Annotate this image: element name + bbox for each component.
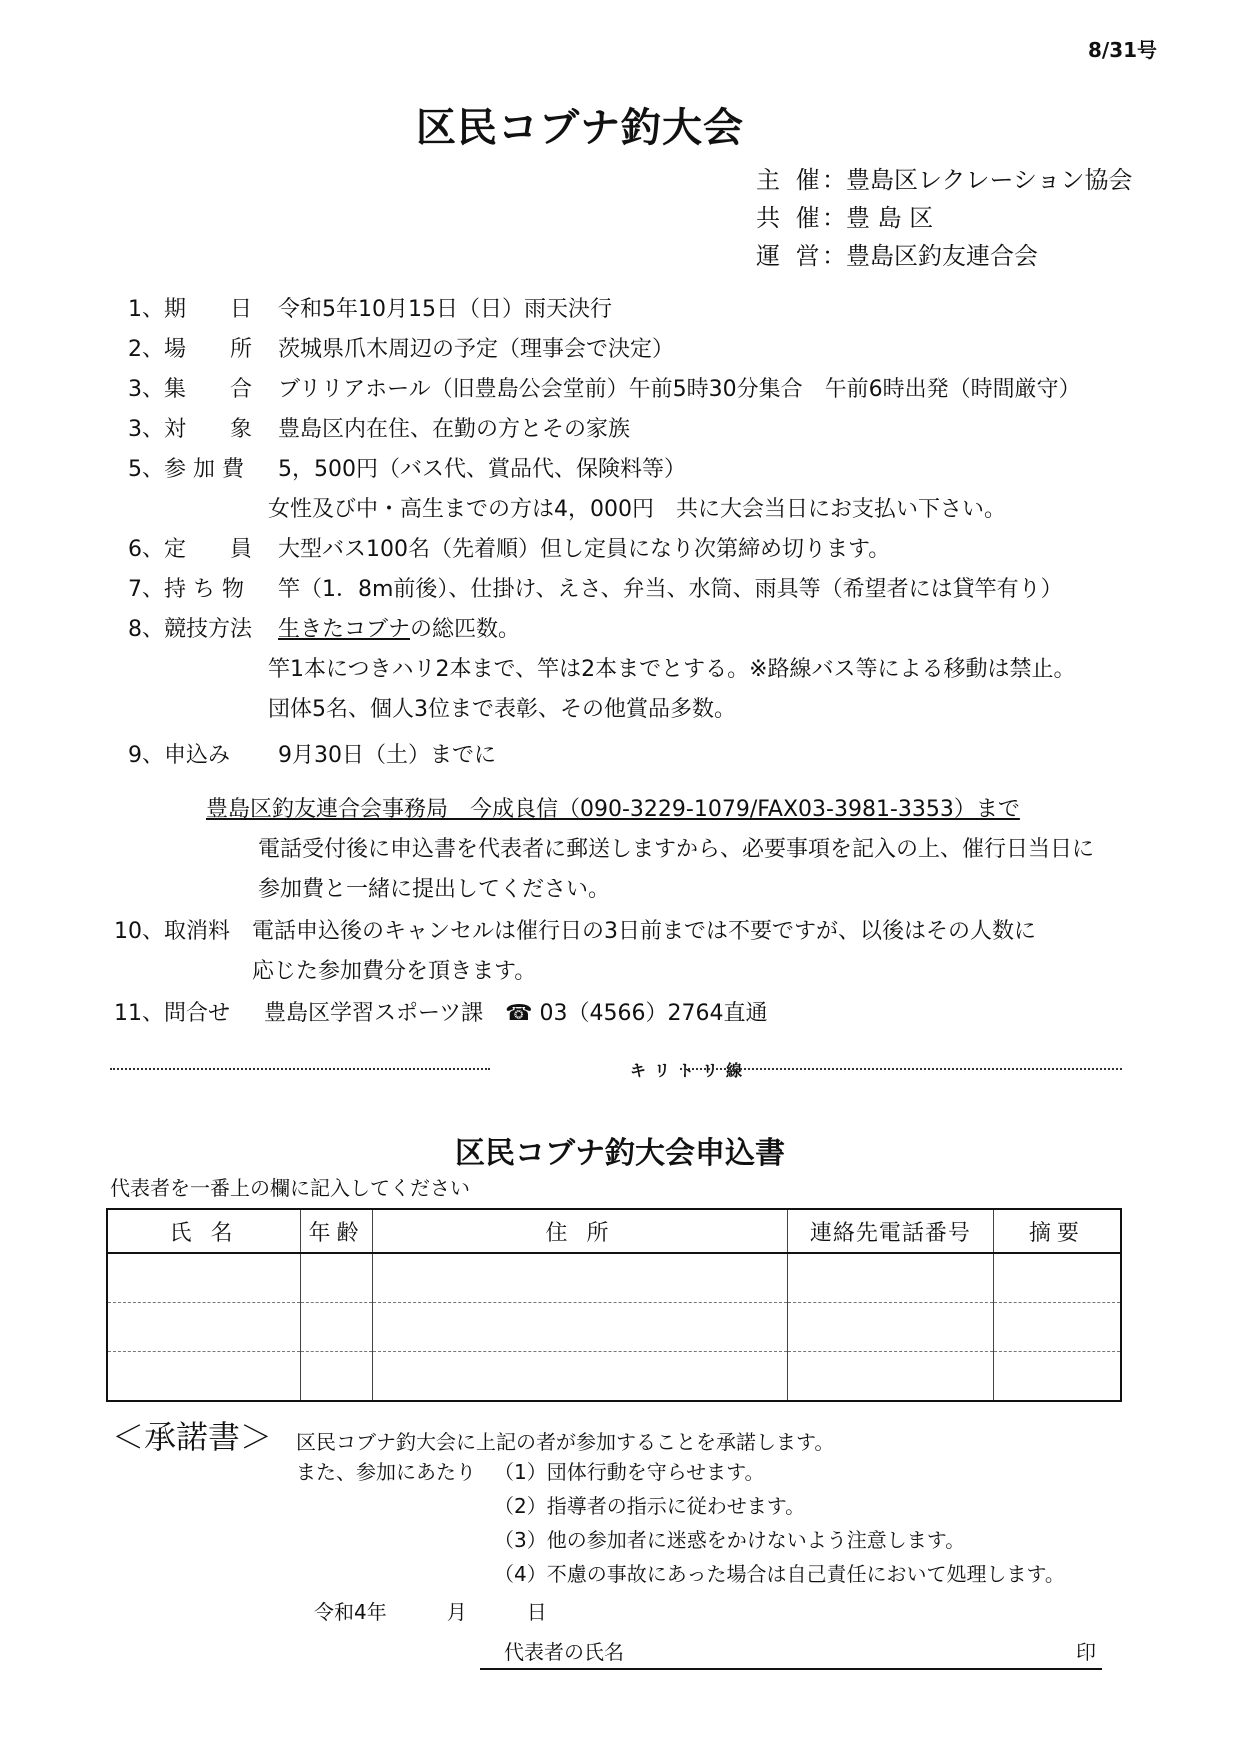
name-cell[interactable] <box>107 1303 301 1352</box>
name-cell[interactable] <box>107 1253 301 1303</box>
item-number: 3、集 合 <box>128 377 252 402</box>
header-phone: 連絡先電話番号 <box>788 1209 994 1253</box>
address-cell[interactable] <box>373 1303 788 1352</box>
consent-heading: ＜承諾書＞ <box>112 1418 273 1456</box>
item-text: 9月30日（土）までに <box>278 743 496 768</box>
table-row <box>107 1253 1121 1303</box>
item-date <box>128 292 612 323</box>
fee-note: 女性及び中・高生までの方は4，000円 共に大会当日にお支払い下さい。 <box>268 497 1006 522</box>
form-title: 区民コブナ釣大会申込書 <box>455 1136 785 1171</box>
consent-point: （4）不慮の事故にあった場合は自己責任において処理します。 <box>494 1562 1065 1586</box>
item-number: 1、期 日 <box>128 297 252 322</box>
remarks-cell[interactable] <box>993 1253 1121 1303</box>
item-number: 9、申込み <box>128 743 230 768</box>
phone-cell[interactable] <box>788 1303 994 1352</box>
consent-point: （1）団体行動を守らせます。 <box>494 1460 765 1484</box>
cut-dots-left <box>110 1068 490 1070</box>
item-eligibility <box>128 412 630 443</box>
item-number: 3、対 象 <box>128 417 252 442</box>
address-cell[interactable] <box>373 1352 788 1402</box>
signature-line[interactable] <box>480 1668 1102 1670</box>
item-text: 豊島区内在住、在勤の方とその家族 <box>278 417 631 442</box>
age-cell[interactable] <box>301 1352 373 1402</box>
consent-date[interactable]: 令和4年 月 日 <box>314 1600 547 1624</box>
item-text: 電話申込後のキャンセルは催行日の3日前までは不要ですが、以後はその人数に <box>252 919 1036 944</box>
header-address: 住 所 <box>373 1209 788 1253</box>
item-fee <box>128 452 686 483</box>
remarks-cell[interactable] <box>993 1352 1121 1402</box>
item-text: 令和5年10月15日（日）雨天決行 <box>278 297 612 322</box>
table-row <box>107 1352 1121 1402</box>
organizer-key: 主 催 <box>756 166 824 194</box>
item-number: 2、場 所 <box>128 337 252 362</box>
remarks-cell[interactable] <box>993 1303 1121 1352</box>
organizer-value: 豊 島 区 <box>846 204 934 232</box>
header-age: 年齢 <box>301 1209 373 1253</box>
item-meeting <box>128 372 1081 403</box>
organizer-value: 豊島区レクレーション協会 <box>846 166 1133 194</box>
apply-line: 電話受付後に申込書を代表者に郵送しますから、必要事項を記入の上、催行日当日に <box>258 837 1095 862</box>
header-name: 氏 名 <box>107 1209 301 1253</box>
address-cell[interactable] <box>373 1253 788 1303</box>
apply-line: 参加費と一緒に提出してください。 <box>258 877 611 902</box>
organizer-operator: 運 営：豊島区釣友連合会 <box>756 236 1038 271</box>
cut-line <box>110 1058 1122 1078</box>
item-cancellation <box>114 914 1036 945</box>
seal-mark: 印 <box>1076 1640 1096 1664</box>
entry-header-row <box>107 1209 1121 1253</box>
name-cell[interactable] <box>107 1352 301 1402</box>
cut-dots-right <box>680 1068 1122 1070</box>
method-line: 竿1本につきハリ2本まで、竿は2本までとする。※路線バス等による移動は禁止。 <box>268 657 1076 682</box>
item-inquiry <box>114 996 768 1027</box>
entry-table <box>106 1208 1122 1402</box>
phone-cell[interactable] <box>788 1253 994 1303</box>
item-text: 大型バス100名（先着順）但し定員になり次第締め切ります。 <box>278 537 891 562</box>
organizer-host: 主 催：豊島区レクレーション協会 <box>756 160 1133 195</box>
table-row <box>107 1303 1121 1352</box>
representative-label: 代表者の氏名 <box>504 1640 624 1664</box>
item-number: 5、参 加 費 <box>128 457 244 482</box>
consent-point: （3）他の参加者に迷惑をかけないよう注意します。 <box>494 1528 966 1552</box>
organizer-value: 豊島区釣友連合会 <box>846 242 1038 270</box>
header-remarks: 摘要 <box>993 1209 1121 1253</box>
item-application <box>128 738 496 769</box>
item-number: 10、取消料 <box>114 919 230 944</box>
age-cell[interactable] <box>301 1253 373 1303</box>
consent-line: 区民コブナ釣大会に上記の者が参加することを承諾します。 <box>296 1430 835 1454</box>
item-number: 11、問合せ <box>114 1001 230 1026</box>
cut-label: キリトリ線 <box>630 1061 751 1080</box>
item-text: 5，500円（バス代、賞品代、保険料等） <box>278 457 686 482</box>
item-text: 竿（1．8m前後）、仕掛け、えさ、弁当、水筒、雨具等（希望者には貸竿有り） <box>278 577 1063 602</box>
item-capacity <box>128 532 890 563</box>
page-title: 区民コブナ釣大会 <box>416 105 744 151</box>
consent-lead: また、参加にあたり <box>296 1460 476 1484</box>
organizer-key: 共 催 <box>756 204 824 232</box>
item-number: 7、持 ち 物 <box>128 577 244 602</box>
organizer-cohost: 共 催：豊 島 区 <box>756 198 933 233</box>
organizer-key: 運 営 <box>756 242 824 270</box>
form-note: 代表者を一番上の欄に記入してください <box>110 1176 470 1200</box>
issue-number: 8/31号 <box>1088 38 1158 62</box>
age-cell[interactable] <box>301 1303 373 1352</box>
item-number: 8、競技方法 <box>128 617 252 642</box>
item-method <box>128 612 520 643</box>
method-underlined: 生きたコブナ <box>278 617 411 642</box>
item-number: 6、定 員 <box>128 537 252 562</box>
item-text: 豊島区学習スポーツ課 ☎ 03（4566）2764直通 <box>264 1001 768 1026</box>
phone-cell[interactable] <box>788 1352 994 1402</box>
consent-point: （2）指導者の指示に従わせます。 <box>494 1494 806 1518</box>
item-text: の総匹数。 <box>410 617 521 642</box>
cancel-line: 応じた参加費分を頂きます。 <box>252 959 537 984</box>
method-line: 団体5名、個人3位まで表彰、その他賞品多数。 <box>268 697 736 722</box>
item-text: 茨城県爪木周辺の予定（理事会で決定） <box>278 337 675 362</box>
item-place <box>128 332 674 363</box>
item-belongings <box>128 572 1063 603</box>
item-text: ブリリアホール（旧豊島公会堂前）午前5時30分集合 午前6時出発（時間厳守） <box>278 377 1081 402</box>
contact-line: 豊島区釣友連合会事務局 今成良信（090-3229-1079/FAX03-3981-3353）まで <box>206 797 1020 822</box>
